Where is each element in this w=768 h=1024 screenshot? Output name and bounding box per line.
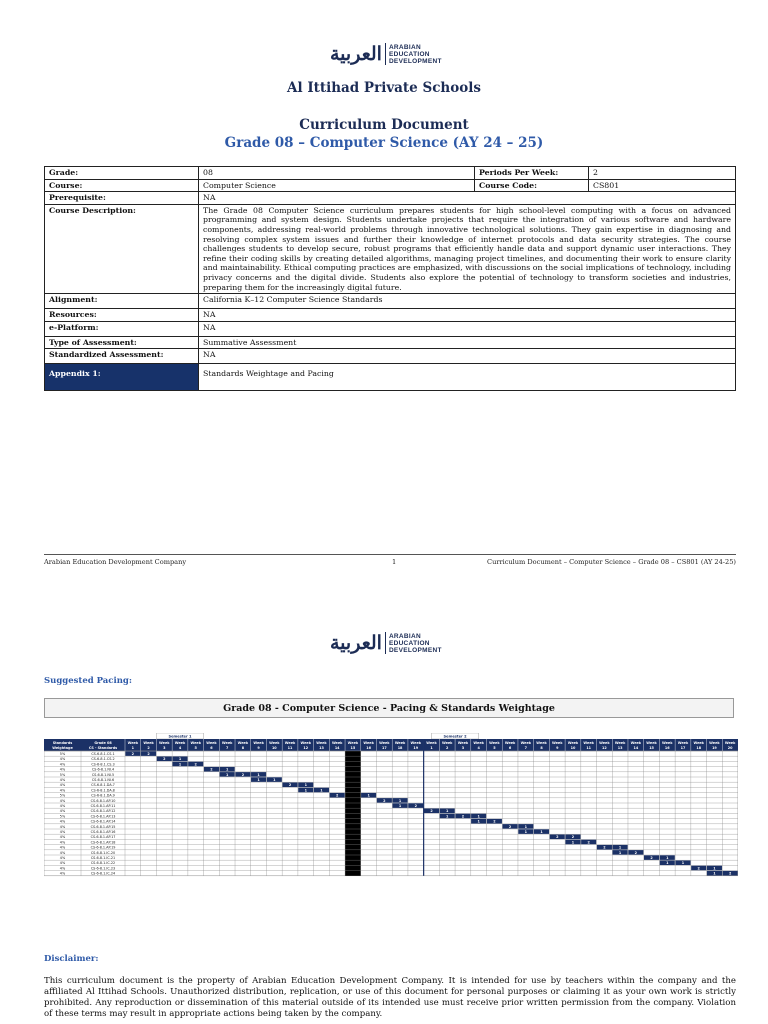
footer-document: Curriculum Document – Computer Science – Grade 08 – CS801 (AY 24-25) [487, 558, 736, 566]
course-code-label: Course Code: [475, 179, 589, 192]
week-number-9: 10 [271, 746, 277, 750]
week-header-19: Week [426, 741, 437, 745]
pacing-cell-value-9-1: 1 [398, 798, 402, 803]
row-weightage-1: 4% [59, 757, 66, 762]
pacing-cell-value-4-2: 1 [257, 772, 260, 777]
row-standard-12: CS-6-8.1.AP.13 [90, 814, 116, 819]
week-header-6: Week [221, 741, 233, 745]
eplatform-label: e-Platform: [45, 321, 199, 336]
footer-divider [44, 554, 736, 555]
week-header-17: Week [394, 741, 406, 745]
week-number-3: 4 [178, 746, 182, 750]
week-header-11: Week [300, 741, 311, 745]
pacing-cell-value-0-0: 2 [131, 752, 135, 756]
pacing-cell-value-12-1: 2 [461, 814, 465, 819]
row-alignment [45, 294, 736, 309]
week-number-24: 6 [508, 746, 512, 750]
pacing-cell-value-7-1: 1 [320, 788, 323, 793]
logo-divider [385, 43, 386, 65]
pacing-cell-value-15-1: 1 [540, 830, 543, 834]
row-weightage-7: 4% [59, 788, 66, 793]
week-number-32: 14 [633, 746, 639, 750]
pacing-cell-value-10-1: 2 [414, 804, 417, 808]
eplatform-value: NA [199, 321, 736, 336]
row-standard-17: CS-6-8.1.AP.18 [90, 840, 116, 845]
pacing-cell-value-5-1: 1 [273, 778, 276, 782]
row-weightage-0: 5% [59, 752, 66, 756]
document-subtitle: Grade 08 – Computer Science (AY 24 – 25) [224, 135, 544, 151]
row-prereq [45, 192, 736, 205]
week-header-24: Week [504, 741, 516, 745]
week-number-22: 4 [477, 746, 480, 750]
week-number-2: 3 [163, 746, 166, 750]
appendix-value: Standards Weightage and Pacing [199, 364, 736, 391]
pacing-cell-value-3-1: 1 [225, 767, 229, 772]
row-standard-10: CS-6-8.1.AP.11 [90, 804, 116, 808]
week-header-26: Week [536, 741, 547, 745]
row-weightage-17: 4% [59, 840, 66, 845]
row-weightage-20: 4% [59, 856, 66, 860]
resources-value: NA [199, 309, 736, 322]
grade-value: 08 [199, 167, 475, 180]
pacing-cell-value-5-0: 1 [257, 778, 260, 782]
week-number-17: 18 [397, 746, 403, 750]
week-number-34: 16 [664, 746, 670, 750]
pacing-cell-value-14-0: 2 [508, 824, 512, 829]
row-weightage-14: 4% [59, 824, 66, 829]
row-description [45, 204, 736, 293]
week-header-36: Week [693, 741, 704, 745]
weightage-header: Standards [52, 741, 73, 745]
disclaimer-heading: Disclaimer: [44, 954, 99, 964]
week-number-15: 16 [366, 746, 371, 750]
row-standard-20: CS-6-8.1.IC.21 [90, 856, 116, 860]
week-header-2: Week [159, 741, 170, 745]
row-standard-5: CS-6-8.1.NI.6 [91, 778, 115, 782]
description-label: Course Description: [45, 204, 199, 293]
row-standard-4: CS-6-8.1.NI.5 [91, 772, 115, 777]
alignment-label: Alignment: [45, 294, 199, 309]
row-standard-21: CS-6-8.1.IC.22 [90, 861, 116, 866]
week-header-20: Week [441, 741, 453, 745]
pacing-cell-value-22-0: 2 [697, 866, 700, 871]
week-number-37: 19 [712, 746, 717, 750]
week-header-31: Week [614, 741, 626, 745]
logo-line-3: DEVELOPMENT [388, 646, 442, 654]
row-weightage-10: 4% [59, 804, 66, 808]
pacing-cell-value-1-1: 1 [178, 757, 182, 762]
pacing-cell-value-1-0: 2 [163, 757, 166, 762]
row-eplatform [45, 321, 736, 336]
pacing-cell-value-6-0: 2 [288, 783, 292, 788]
periods-value: 2 [589, 167, 736, 180]
row-standard-11: CS-6-8.1.AP.12 [90, 809, 116, 814]
week-number-18: 19 [413, 746, 419, 750]
week-header-32: Week [630, 741, 642, 745]
week-number-1: 2 [147, 746, 150, 750]
pacing-cell-value-9-0: 2 [383, 798, 386, 803]
row-standard-13: CS-6-8.1.AP.14 [90, 819, 116, 824]
week-number-13: 14 [334, 746, 340, 750]
pacing-cell-value-20-0: 2 [650, 856, 653, 860]
week-header-35: Week [677, 741, 689, 745]
week-header-9: Week [269, 741, 280, 745]
pacing-cell-value-17-0: 1 [571, 840, 575, 845]
row-weightage-13: 4% [59, 819, 66, 824]
week-header-27: Week [552, 741, 563, 745]
pacing-cell-value-12-0: 1 [446, 814, 449, 819]
week-number-5: 6 [210, 746, 213, 750]
week-header-8: Week [253, 741, 264, 745]
week-header-15: Week [363, 741, 374, 745]
week-number-26: 8 [540, 746, 543, 750]
week-number-29: 11 [586, 746, 592, 750]
pacing-cell-value-0-1: 2 [147, 752, 150, 756]
pacing-cell-value-16-0: 2 [556, 835, 559, 840]
pacing-cell-value-23-1: 2 [728, 871, 732, 876]
pacing-cell-value-20-1: 1 [666, 856, 669, 860]
row-standard-22: CS-6-8.1.IC.23 [90, 866, 116, 871]
row-weightage-18: 4% [59, 845, 66, 850]
logo-line-3: DEVELOPMENT [388, 57, 442, 65]
row-standard-15: CS-6-8.1.AP.16 [90, 830, 116, 834]
row-weightage-19: 4% [59, 850, 66, 855]
week-header-29: Week [583, 741, 594, 745]
week-number-36: 18 [696, 746, 702, 750]
periods-label: Periods Per Week: [475, 167, 589, 180]
footer-company: Arabian Education Development Company [44, 558, 187, 566]
course-code-value: CS801 [589, 179, 736, 192]
row-standard-19: CS-6-8.1.IC.20 [90, 850, 116, 855]
week-number-8: 9 [257, 746, 260, 750]
row-assessment-type [45, 336, 736, 349]
suggested-pacing-heading: Suggested Pacing: [44, 676, 132, 686]
logo-arabic-text: العربية [330, 43, 382, 65]
row-grade [45, 167, 736, 180]
week-header-0: Week [127, 741, 139, 745]
week-header-16: Week [379, 741, 390, 745]
row-weightage-8: 5% [59, 793, 66, 798]
row-standard-3: CS-6-8.1.NI.4 [91, 767, 115, 772]
week-header-21: Week [457, 741, 469, 745]
disclaimer-text: This curriculum document is the property of Arabian Education Development Company. It is intended for use by teachers within the company and the affiliated Al Ittihad Schools. Unauthorized distribution, replication, or use of this document for personal purposes or claiming it as your own work is strictly prohibited. Any reproduction or dissemination of this material outside of its intended use must receive prior written permission from the company. Violation of these terms may result in appropriate actions being taken by the company. [44, 976, 736, 1019]
pacing-cell-value-7-0: 1 [304, 788, 307, 793]
semester-1-label: Semester 1 [168, 734, 192, 739]
company-logo [330, 40, 455, 68]
week-number-11: 12 [303, 746, 309, 750]
week-number-35: 17 [680, 746, 686, 750]
row-weightage-2: 4% [59, 762, 66, 767]
row-standard-14: CS-6-8.1.AP.15 [90, 824, 116, 829]
week-header-5: Week [206, 741, 217, 745]
pacing-cell-value-18-0: 2 [603, 845, 606, 850]
pacing-grid [44, 733, 738, 917]
row-weightage-15: 4% [59, 830, 66, 834]
row-weightage-12: 5% [59, 814, 66, 819]
row-standard-18: CS-6-8.1.AP.19 [90, 845, 116, 850]
pacing-cell-value-16-1: 2 [571, 835, 575, 840]
pacing-cell-value-18-1: 1 [618, 845, 622, 850]
appendix-label: Appendix 1: [45, 364, 199, 391]
row-standard-0: CS-6-8.1.CS.1 [91, 752, 115, 756]
pacing-cell-value-8-1: 1 [367, 793, 370, 798]
row-standard-9: CS-6-8.1.AP.10 [90, 798, 116, 803]
row-standard-16: CS-6-8.1.AP.17 [90, 835, 116, 840]
week-number-14: 15 [350, 746, 356, 750]
week-header-25: Week [520, 741, 532, 745]
footer-page-number: 1 [392, 558, 397, 566]
alignment-value: California K–12 Computer Science Standards [199, 294, 736, 309]
row-standard-23: CS-6-8.1.IC.24 [90, 871, 116, 876]
week-number-38: 20 [727, 746, 733, 750]
week-number-27: 9 [556, 746, 559, 750]
pacing-cell-value-14-1: 1 [524, 824, 527, 829]
grade-label: Grade: [45, 167, 199, 180]
course-value: Computer Science [199, 179, 475, 192]
week-number-33: 15 [649, 746, 654, 750]
standards-header-2: CS - Standards [88, 746, 118, 750]
standardized-value: NA [199, 349, 736, 364]
pacing-cell-value-4-1: 2 [241, 772, 245, 777]
prereq-value: NA [199, 192, 736, 205]
week-number-0: 1 [131, 746, 135, 750]
pacing-cell-value-22-1: 1 [713, 866, 716, 871]
pacing-title: Grade 08 - Computer Science - Pacing & Standards Weightage [44, 698, 734, 718]
logo-english-text [389, 44, 442, 65]
week-header-3: Week [174, 741, 186, 745]
week-number-21: 3 [461, 746, 465, 750]
week-header-22: Week [473, 741, 484, 745]
prereq-label: Prerequisite: [45, 192, 199, 205]
pacing-cell-value-21-1: 1 [681, 861, 685, 866]
row-course [45, 179, 736, 192]
row-standardized [45, 349, 736, 364]
row-standard-8: CS-6-8.1.DA.9 [91, 793, 115, 798]
week-number-4: 5 [194, 746, 197, 750]
pacing-cell-value-3-0: 2 [210, 767, 213, 772]
week-header-7: Week [237, 741, 249, 745]
logo-line-2: EDUCATION [388, 639, 430, 647]
week-header-14: Week [347, 741, 359, 745]
pacing-cell-value-8-0: 2 [336, 793, 339, 798]
description-value: The Grade 08 Computer Science curriculum prepares students for high school-level computing with a focus on advanced programming and system design. Students undertake projects that require the integration of various software and hardware components, addressing real-world problems through innovative technological solutions. They gain expertise in diagnosing and resolving complex system issues and further their knowledge of internet protocols and data security strategies. The course challenges students to develop secure, robust programs that efficiently handle data and support dynamic user interactions. They refine their coding skills by creating detailed algorithms, managing project timelines, and documenting their work to ensure clarity and maintainability. Ethical computing practices are emphasized, with discussions on the social implications of technology, including privacy concerns and the digital divide. Students also explore the potential of technology to transform societies and industries, preparing them for the increasingly digital future. [199, 204, 736, 293]
week-header-34: Week [662, 741, 673, 745]
logo-english-text [389, 633, 442, 654]
week-header-13: Week [331, 741, 343, 745]
row-weightage-23: 4% [59, 871, 66, 876]
week-number-25: 7 [524, 746, 527, 750]
week-header-1: Week [143, 741, 154, 745]
week-number-19: 1 [430, 746, 433, 750]
pacing-cell-value-13-0: 1 [477, 819, 480, 824]
week-header-30: Week [599, 741, 610, 745]
pacing-cell-value-10-0: 1 [398, 804, 402, 808]
company-logo-page2 [330, 629, 455, 657]
week-number-16: 17 [381, 746, 387, 750]
row-weightage-3: 4% [59, 767, 66, 772]
logo-line-2: EDUCATION [388, 50, 430, 58]
course-label: Course: [45, 179, 199, 192]
school-name: Al Ittihad Private Schools [287, 80, 481, 96]
pacing-cell-value-4-0: 1 [225, 772, 229, 777]
pacing-cell-value-15-0: 1 [524, 830, 527, 834]
row-standard-1: CS-6-8.1.CS.2 [91, 757, 115, 762]
week-header-38: Week [724, 741, 736, 745]
pacing-cell-value-19-1: 2 [634, 850, 638, 855]
pacing-cell-value-23-0: 1 [713, 871, 716, 876]
week-number-28: 10 [570, 746, 576, 750]
row-resources [45, 309, 736, 322]
row-weightage-9: 4% [59, 798, 66, 803]
row-weightage-6: 4% [59, 783, 66, 788]
pacing-cell-value-11-0: 2 [430, 809, 433, 814]
week-number-10: 11 [287, 746, 293, 750]
semester-2-label: Semester 2 [443, 734, 467, 739]
pacing-cell-value-19-0: 1 [618, 850, 622, 855]
logo-line-1: ARABIAN [388, 632, 422, 640]
week-header-12: Week [316, 741, 327, 745]
week-header-37: Week [709, 741, 720, 745]
row-weightage-16: 4% [59, 835, 66, 840]
week-number-7: 8 [241, 746, 245, 750]
document-title: Curriculum Document [299, 117, 469, 133]
row-weightage-22: 4% [59, 866, 66, 871]
pacing-cell-value-21-0: 1 [666, 861, 669, 866]
row-standard-2: CS-6-8.1.CS.3 [91, 762, 115, 767]
week-header-23: Week [489, 741, 500, 745]
week-header-4: Week [190, 741, 201, 745]
logo-arabic-text: العربية [330, 632, 382, 654]
weightage-header-2: Weightage [52, 746, 73, 750]
row-standard-6: CS-6-8.1.DA.7 [91, 783, 115, 788]
assessment-type-value: Summative Assessment [199, 336, 736, 349]
week-header-18: Week [410, 741, 422, 745]
row-weightage-4: 5% [59, 772, 66, 777]
assessment-type-label: Type of Assessment: [45, 336, 199, 349]
logo-divider [385, 632, 386, 654]
week-header-33: Week [646, 741, 657, 745]
pacing-cell-value-13-1: 2 [493, 819, 496, 824]
row-weightage-21: 4% [59, 861, 66, 866]
standardized-label: Standardized Assessment: [45, 349, 199, 364]
pacing-cell-value-17-1: 2 [587, 840, 590, 845]
row-weightage-5: 4% [59, 778, 66, 782]
pacing-cell-value-11-1: 1 [446, 809, 449, 814]
week-number-20: 2 [446, 746, 449, 750]
week-header-28: Week [567, 741, 579, 745]
week-header-10: Week [284, 741, 296, 745]
resources-label: Resources: [45, 309, 199, 322]
pacing-cell-value-6-1: 1 [304, 783, 307, 788]
row-standard-7: CS-6-8.1.DA.8 [91, 788, 115, 793]
standards-header: Grade 08 [94, 741, 112, 745]
logo-line-1: ARABIAN [388, 43, 422, 51]
row-weightage-11: 4% [59, 809, 66, 814]
week-number-6: 7 [225, 746, 229, 750]
pacing-cell-value-2-1: 2 [194, 762, 197, 767]
week-number-12: 13 [319, 746, 324, 750]
row-appendix [45, 364, 736, 391]
course-info-table [44, 166, 736, 391]
pacing-cell-value-12-2: 1 [477, 814, 480, 819]
pacing-cell-value-2-0: 1 [178, 762, 182, 767]
week-number-30: 12 [602, 746, 607, 750]
week-number-31: 13 [617, 746, 623, 750]
week-number-23: 5 [493, 746, 496, 750]
